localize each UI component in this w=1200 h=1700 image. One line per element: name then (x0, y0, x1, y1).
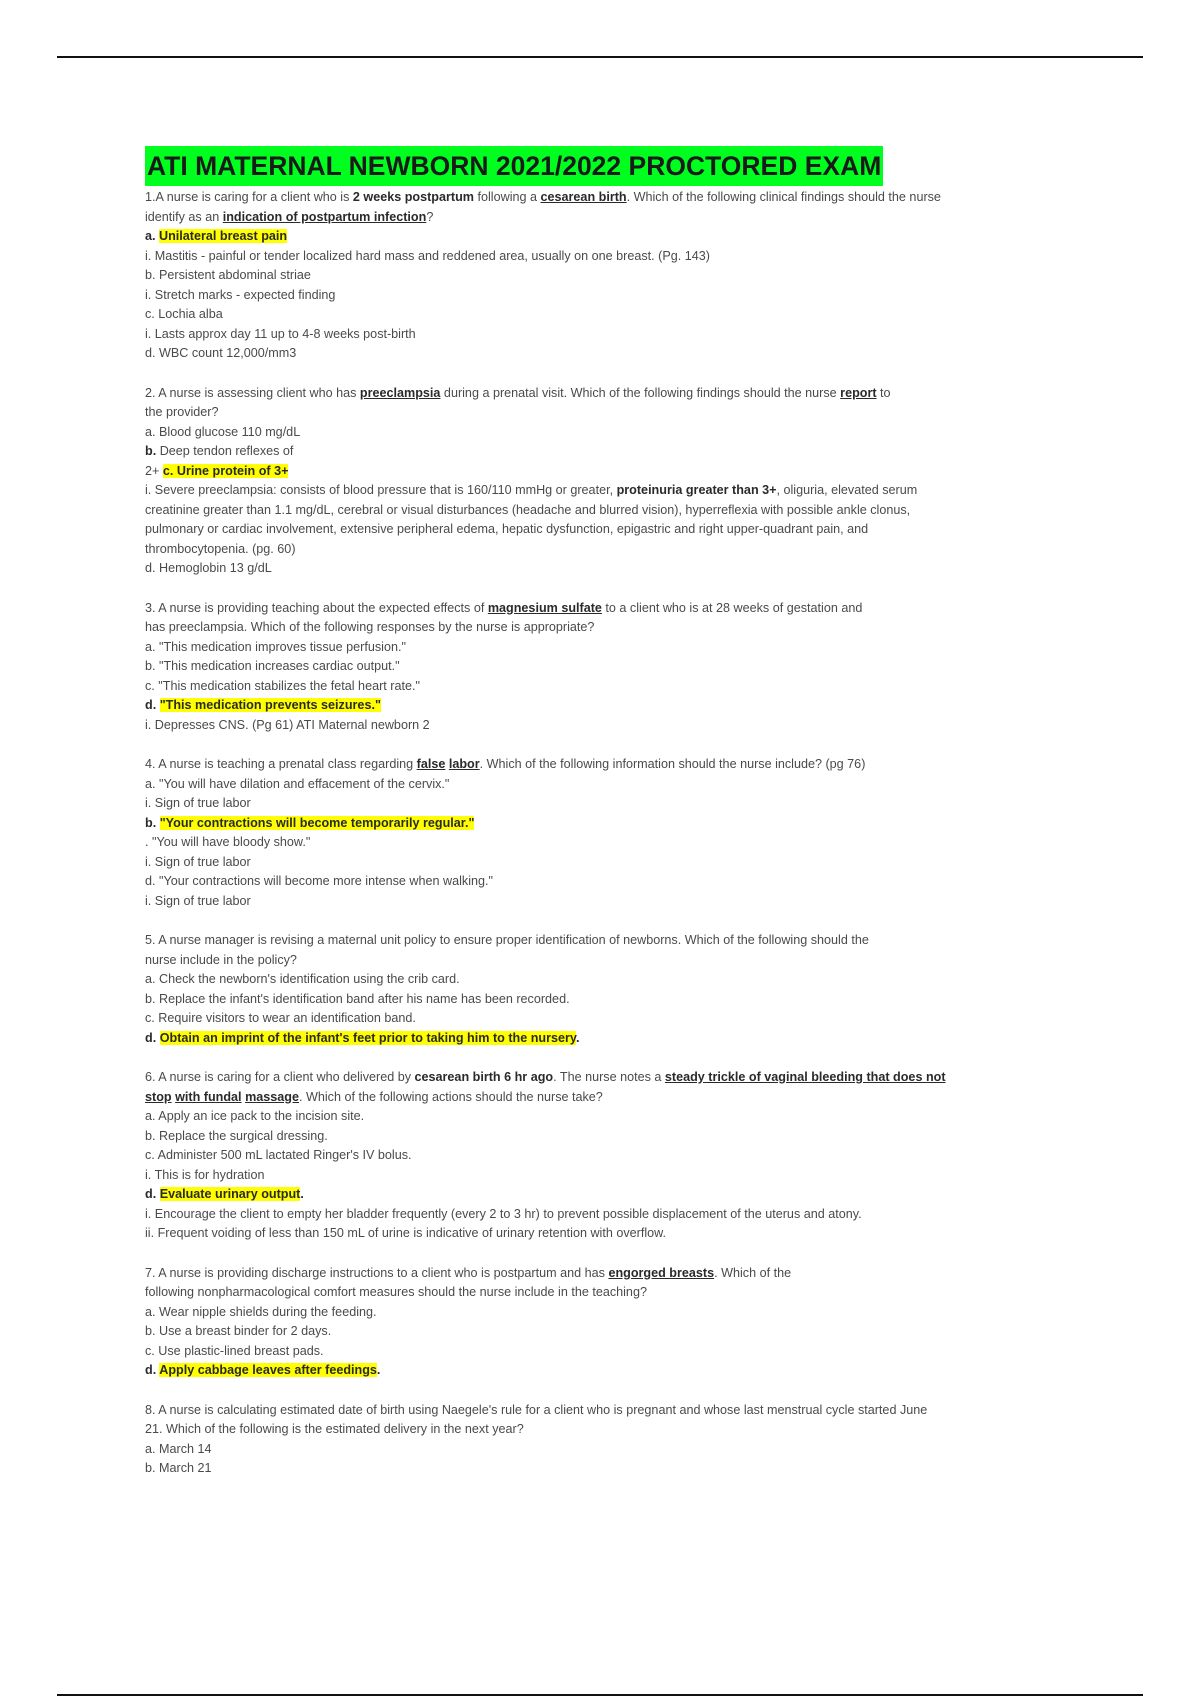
answer-line (145, 344, 1080, 364)
text-run: . "You will have bloody show." (145, 835, 311, 849)
text-run: steady trickle of vaginal bleeding that does not (664, 1070, 946, 1084)
answer-line (145, 227, 1080, 247)
question-block (145, 599, 1080, 736)
answer-line (145, 853, 1080, 873)
highlighted-answer: "Your contractions will become temporarily regular." (159, 815, 475, 830)
text-run: to (876, 385, 891, 400)
document-body (145, 146, 1080, 1479)
text-run: 3. A nurse is providing teaching about the expected effects of (145, 600, 488, 615)
answer-line (145, 775, 1080, 795)
text-run: b. Use a breast binder for 2 days. (145, 1324, 332, 1338)
text-run: 2 weeks postpartum (352, 190, 474, 204)
text-run: d. (145, 698, 160, 712)
answer-line (145, 1342, 1080, 1362)
text-run: creatinine greater than 1.1 mg/dL, cerebral or visual disturbances (headache and blurred vision), hyperreflexia with possible ankle clonus, (145, 502, 911, 517)
text-run: identify as an (145, 209, 223, 224)
question-text (145, 1401, 1080, 1421)
answer-line (145, 677, 1080, 697)
text-run: nurse include in the policy? (145, 952, 297, 967)
text-run: . (575, 1030, 580, 1045)
question-text (145, 384, 1080, 404)
text-run: 7. A nurse is providing discharge instructions to a client who is postpartum and has (145, 1265, 609, 1280)
text-run: labor (448, 757, 480, 771)
text-run: , oliguria, elevated serum (776, 483, 918, 497)
highlighted-answer: c. Urine protein of 3+ (162, 463, 289, 478)
text-run: d. (145, 1363, 160, 1377)
highlighted-answer: "This medication prevents seizures." (159, 698, 381, 712)
answer-line (145, 1146, 1080, 1166)
text-run: i. Severe preeclampsia: consists of blood pressure that is 160/110 mmHg or greater, (145, 483, 617, 497)
answer-line (145, 462, 1080, 482)
text-run: thrombocytopenia. (pg. 60) (145, 541, 296, 556)
answer-line (145, 286, 1080, 306)
answer-line (145, 1127, 1080, 1147)
text-run: b. Persistent abdominal striae (145, 268, 311, 282)
question-block (145, 1401, 1080, 1479)
answer-line (145, 657, 1080, 677)
text-run: d. (145, 1187, 160, 1201)
text-run: i. Sign of true labor (145, 854, 251, 869)
answer-line (145, 1459, 1080, 1479)
text-run: 1.A nurse is caring for a client who is (145, 190, 353, 204)
text-run: a. Apply an ice pack to the incision site. (145, 1109, 365, 1123)
text-run: indication of postpartum infection (222, 209, 427, 224)
text-run: report (840, 385, 877, 400)
answer-line (145, 1420, 1080, 1440)
answer-line (145, 247, 1080, 267)
highlighted-answer: Evaluate urinary output (159, 1187, 301, 1201)
text-run: i. Sign of true labor (145, 796, 251, 810)
answer-line (145, 403, 1080, 423)
text-run: stop (145, 1089, 172, 1104)
text-run: b. March 21 (145, 1461, 212, 1475)
text-run: . The nurse notes a (553, 1070, 665, 1084)
document-title: ATI MATERNAL NEWBORN 2021/2022 PROCTORED EXAM (145, 146, 883, 186)
text-run: . Which of the following clinical findings should the nurse (626, 190, 941, 204)
answer-line (145, 1009, 1080, 1029)
text-run: b. (145, 444, 157, 458)
text-run: d. "Your contractions will become more intense when walking." (145, 874, 493, 888)
text-run: has preeclampsia. Which of the following responses by the nurse is appropriate? (145, 620, 595, 634)
answer-line (145, 266, 1080, 286)
question-block (145, 1068, 1080, 1244)
text-run: the provider? (145, 405, 219, 419)
question-text (145, 188, 1080, 208)
text-run: cesarean birth 6 hr ago (414, 1070, 554, 1084)
text-run: during a prenatal visit. Which of the following findings should the nurse (440, 385, 841, 400)
top-rule (57, 56, 1143, 58)
text-run: preeclampsia (359, 385, 441, 400)
text-run: following a (474, 190, 541, 204)
answer-line (145, 1283, 1080, 1303)
answer-line (145, 1088, 1080, 1108)
answer-line (145, 325, 1080, 345)
text-run: . (376, 1363, 381, 1377)
text-run: 6. A nurse is caring for a client who delivered by (145, 1070, 415, 1084)
answer-line (145, 951, 1080, 971)
text-run: 2+ (145, 463, 163, 478)
answer-line (145, 423, 1080, 443)
answer-line (145, 208, 1080, 228)
question-block (145, 1264, 1080, 1381)
question-text (145, 931, 1080, 951)
text-run: a. "You will have dilation and effacement of the cervix." (145, 776, 450, 791)
text-run: Deep tendon reflexes of (156, 444, 294, 458)
text-run: b. (145, 815, 160, 830)
text-run: 5. A nurse manager is revising a maternal unit policy to ensure proper identification of newborns. Which of the following should the (145, 933, 869, 947)
answer-line (145, 1224, 1080, 1244)
text-run: 8. A nurse is calculating estimated date of birth using Naegele's rule for a client who is pregnant and whose last menstrual cycle started June (145, 1402, 928, 1417)
answer-line (145, 638, 1080, 658)
text-run: b. "This medication increases cardiac output." (145, 659, 400, 673)
text-run: c. "This medication stabilizes the fetal heart rate." (145, 678, 420, 693)
answer-line (145, 501, 1080, 521)
question-text (145, 1264, 1080, 1284)
answer-line (145, 1029, 1080, 1049)
text-run: following nonpharmacological comfort measures should the nurse include in the teaching? (145, 1285, 647, 1299)
answer-line (145, 442, 1080, 462)
question-block (145, 931, 1080, 1048)
answer-line (145, 990, 1080, 1010)
text-run: i. Sign of true labor (145, 893, 251, 908)
text-run: d. Hemoglobin 13 g/dL (145, 561, 272, 575)
question-text (145, 1068, 1080, 1088)
answer-line (145, 1185, 1080, 1205)
text-run: c. Lochia alba (145, 307, 223, 321)
text-run: i. Stretch marks - expected finding (145, 287, 336, 302)
answer-line (145, 1205, 1080, 1225)
text-run: a. Blood glucose 110 mg/dL (145, 424, 301, 439)
answer-line (145, 794, 1080, 814)
highlighted-answer: Apply cabbage leaves after feedings (159, 1363, 377, 1377)
answer-line (145, 833, 1080, 853)
answer-line (145, 716, 1080, 736)
answer-line (145, 696, 1080, 716)
answer-line (145, 1166, 1080, 1186)
answer-line (145, 1361, 1080, 1381)
text-run: . Which of the following information should the nurse include? (pg 76) (479, 757, 866, 771)
text-run: 21. Which of the following is the estimated delivery in the next year? (145, 1422, 524, 1436)
highlighted-answer: Obtain an imprint of the infant's feet prior to taking him to the nursery (159, 1030, 576, 1045)
question-block (145, 755, 1080, 911)
question-text (145, 755, 1080, 775)
text-run: d. WBC count 12,000/mm3 (145, 346, 297, 360)
text-run: c. Require visitors to wear an identification band. (145, 1011, 416, 1025)
answer-line (145, 481, 1080, 501)
text-run: c. Administer 500 mL lactated Ringer's IV bolus. (145, 1148, 412, 1162)
text-run: i. Lasts approx day 11 up to 4-8 weeks post-birth (145, 326, 416, 341)
answer-line (145, 892, 1080, 912)
answer-line (145, 559, 1080, 579)
text-run: to a client who is at 28 weeks of gestation and (601, 600, 863, 615)
text-run: with fundal (175, 1089, 242, 1104)
answer-line (145, 305, 1080, 325)
text-run: engorged breasts (608, 1265, 715, 1280)
question-text (145, 599, 1080, 619)
answer-line (145, 872, 1080, 892)
answer-line (145, 814, 1080, 834)
text-run: i. This is for hydration (145, 1167, 265, 1182)
bottom-rule (57, 1694, 1143, 1696)
answer-line (145, 1440, 1080, 1460)
question-list (145, 188, 1080, 1479)
text-run: c. Use plastic-lined breast pads. (145, 1343, 324, 1358)
answer-line (145, 1303, 1080, 1323)
answer-line (145, 520, 1080, 540)
question-block (145, 188, 1080, 364)
answer-line (145, 618, 1080, 638)
text-run: . Which of the (714, 1265, 792, 1280)
text-run: ii. Frequent voiding of less than 150 mL of urine is indicative of urinary retention with overflow. (145, 1226, 667, 1240)
text-run: massage (245, 1089, 299, 1104)
text-run: ? (426, 209, 434, 224)
text-run: . Which of the following actions should the nurse take? (298, 1089, 603, 1104)
text-run: i. Depresses CNS. (Pg 61) ATI Maternal newborn 2 (145, 717, 430, 732)
text-run: a. March 14 (145, 1441, 212, 1456)
answer-line (145, 1322, 1080, 1342)
text-run: i. Mastitis - painful or tender localized hard mass and reddened area, usually on one breast. (Pg. 143) (145, 248, 710, 263)
text-run: d. (145, 1030, 160, 1045)
text-run: magnesium sulfate (487, 600, 602, 615)
text-run: b. Replace the surgical dressing. (145, 1128, 328, 1143)
text-run: a. Check the newborn's identification using the crib card. (145, 972, 460, 986)
text-run: 2. A nurse is assessing client who has (145, 385, 360, 400)
text-run: i. Encourage the client to empty her bladder frequently (every 2 to 3 hr) to prevent possible displacement of the uterus and atony. (145, 1206, 862, 1221)
text-run: false (416, 757, 446, 771)
text-run: proteinuria greater than 3+ (616, 483, 777, 497)
answer-line (145, 1107, 1080, 1127)
text-run: b. Replace the infant's identification band after his name has been recorded. (145, 991, 570, 1006)
text-run: a. (145, 229, 160, 243)
text-run: a. "This medication improves tissue perfusion." (145, 639, 406, 654)
highlighted-answer: Unilateral breast pain (159, 229, 288, 243)
text-run: a. Wear nipple shields during the feeding. (145, 1304, 377, 1319)
answer-line (145, 540, 1080, 560)
answer-line (145, 970, 1080, 990)
question-block (145, 384, 1080, 579)
text-run: cesarean birth (540, 190, 627, 204)
text-run: . (300, 1187, 304, 1201)
text-run: 4. A nurse is teaching a prenatal class regarding (145, 757, 417, 771)
text-run: pulmonary or cardiac involvement, extensive peripheral edema, hepatic dysfunction, epigastric and right upper-quadrant pain, and (145, 522, 869, 536)
